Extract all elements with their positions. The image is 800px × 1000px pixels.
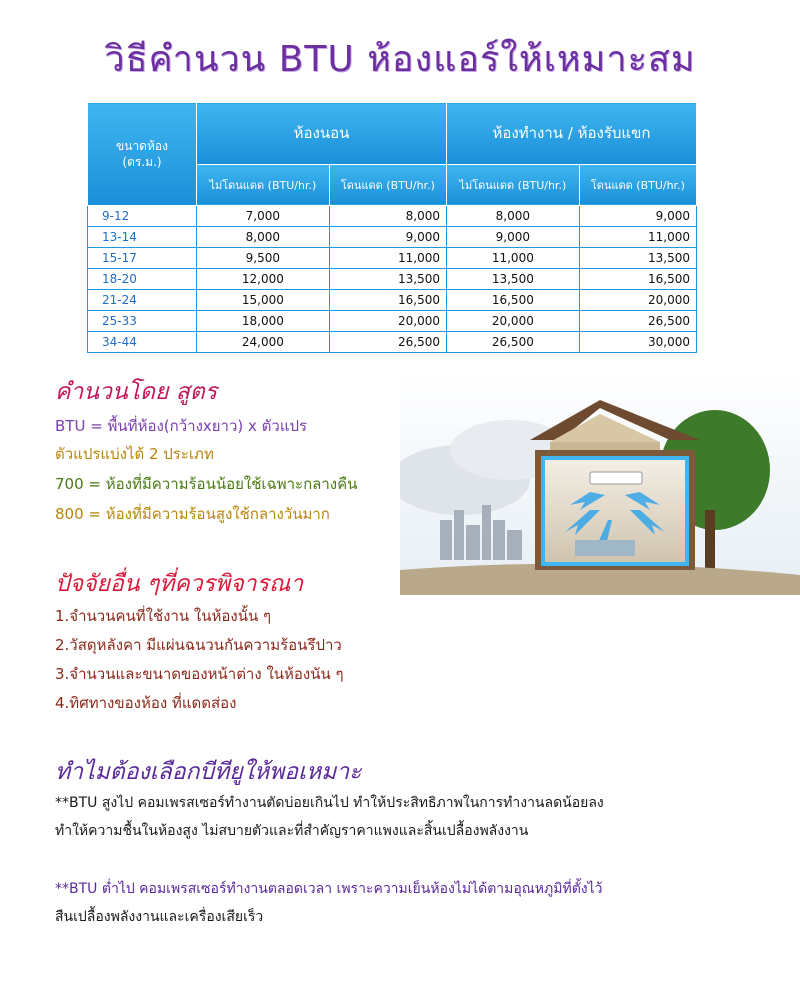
- cell-work-sun: 9,000: [579, 206, 696, 227]
- cell-size: 13-14: [88, 227, 197, 248]
- cell-work-sun: 11,000: [579, 227, 696, 248]
- cell-bed-no-sun: 8,000: [197, 227, 330, 248]
- table-row: [88, 206, 697, 227]
- why-heading: ทำไมต้องเลือกบีทียูให้พอเหมาะ: [55, 759, 362, 785]
- factor-item: 1.จำนวนคนที่ใช้งาน ในห้องนั้น ๆ: [55, 607, 272, 625]
- cell-work-no-sun: 11,000: [446, 248, 579, 269]
- cell-work-no-sun: 9,000: [446, 227, 579, 248]
- aircon-unit: [590, 472, 642, 484]
- cell-work-sun: 20,000: [579, 290, 696, 311]
- cell-work-no-sun: 26,500: [446, 332, 579, 353]
- header-work-sun: โดนแดด (BTU/hr.): [579, 164, 696, 205]
- cell-work-sun: 30,000: [579, 332, 696, 353]
- cell-bed-sun: 16,500: [329, 290, 446, 311]
- why-low-line2: สืนเปลื้องพลังงานและเครื่องเสียเร็ว: [55, 909, 264, 925]
- factor-item: 4.ทิศทางของห้อง ที่แดดส่อง: [55, 694, 237, 712]
- formula-line-700: 700 = ห้องที่มีความร้อนน้อยใช้เฉพาะกลางคืน: [55, 475, 358, 493]
- cell-bed-sun: 11,000: [329, 248, 446, 269]
- why-high-line1: **BTU สูงไป คอมเพรสเซอร์ทำงานตัดบ่อยเกินไป ทำให้ประสิทธิภาพในการทำงานลดน้อยลง: [55, 795, 604, 811]
- cell-size: 9-12: [88, 206, 197, 227]
- factor-item: 3.จำนวนและขนาดของหน้าต่าง ในห้องนัน ๆ: [55, 665, 344, 683]
- table-row: [88, 269, 697, 290]
- cell-work-sun: 13,500: [579, 248, 696, 269]
- factors-heading: ปัจจัยอื่น ๆที่ควรพิจารณา: [55, 571, 304, 597]
- cell-bed-no-sun: 24,000: [197, 332, 330, 353]
- cell-size: 34-44: [88, 332, 197, 353]
- table-row: [88, 227, 697, 248]
- cell-bed-no-sun: 7,000: [197, 206, 330, 227]
- cell-work-sun: 26,500: [579, 311, 696, 332]
- table-row: [88, 311, 697, 332]
- cell-bed-no-sun: 18,000: [197, 311, 330, 332]
- cell-bed-no-sun: 9,500: [197, 248, 330, 269]
- why-high-line2: ทำให้ความชื้นในห้องสูง ไม่สบายตัวและที่สำคัญราคาแพงและสิ้นเปลื้องพลังงาน: [55, 823, 529, 839]
- formula-line-btu: BTU = พื้นที่ห้อง(กว้างxยาว) x ตัวแปร: [55, 417, 308, 435]
- cell-work-no-sun: 13,500: [446, 269, 579, 290]
- cell-size: 15-17: [88, 248, 197, 269]
- table-row: [88, 248, 697, 269]
- cell-work-no-sun: 8,000: [446, 206, 579, 227]
- cell-size: 21-24: [88, 290, 197, 311]
- cell-bed-no-sun: 12,000: [197, 269, 330, 290]
- cell-bed-sun: 20,000: [329, 311, 446, 332]
- formula-heading: คำนวนโดย สูตร: [55, 379, 218, 405]
- table-row: [88, 290, 697, 311]
- cell-work-no-sun: 20,000: [446, 311, 579, 332]
- header-bed-no-sun: ไม่โดนแดด (BTU/hr.): [197, 164, 330, 205]
- header-bed-sun: โดนแดด (BTU/hr.): [329, 164, 446, 205]
- cell-size: 25-33: [88, 311, 197, 332]
- table-row: [88, 332, 697, 353]
- sofa: [575, 540, 635, 556]
- cell-size: 18-20: [88, 269, 197, 290]
- cell-bed-sun: 13,500: [329, 269, 446, 290]
- why-low-line1: **BTU ต่ำไป คอมเพรสเซอร์ทำงานตลอดเวลา เพราะความเย็นห้องไม่ได้ตามอุณหภูมิที่ตั้งไว้: [55, 881, 603, 897]
- header-bedroom: ห้องนอน: [197, 103, 447, 165]
- cell-bed-sun: 26,500: [329, 332, 446, 353]
- cell-bed-sun: 9,000: [329, 227, 446, 248]
- header-room-size: ขนาดห้อง (ตร.ม.): [88, 103, 197, 206]
- house-aircon-illustration: [400, 370, 800, 595]
- header-work-no-sun: ไม่โดนแดด (BTU/hr.): [446, 164, 579, 205]
- formula-line-800: 800 = ห้องที่มีความร้อนสูงใช้กลางวันมาก: [55, 505, 330, 523]
- cell-work-no-sun: 16,500: [446, 290, 579, 311]
- factor-item: 2.วัสดุหลังคา มีแผ่นฉนวนกันความร้อนรึปาว: [55, 636, 342, 654]
- cell-bed-no-sun: 15,000: [197, 290, 330, 311]
- formula-line-types: ตัวแปรแบ่งได้ 2 ประเภท: [55, 445, 214, 463]
- cell-bed-sun: 8,000: [329, 206, 446, 227]
- page-title: วิธีคำนวน BTU ห้องแอร์ให้เหมาะสม: [104, 39, 696, 80]
- header-office: ห้องทำงาน / ห้องรับแขก: [446, 103, 696, 165]
- btu-table: [87, 102, 697, 353]
- cell-work-sun: 16,500: [579, 269, 696, 290]
